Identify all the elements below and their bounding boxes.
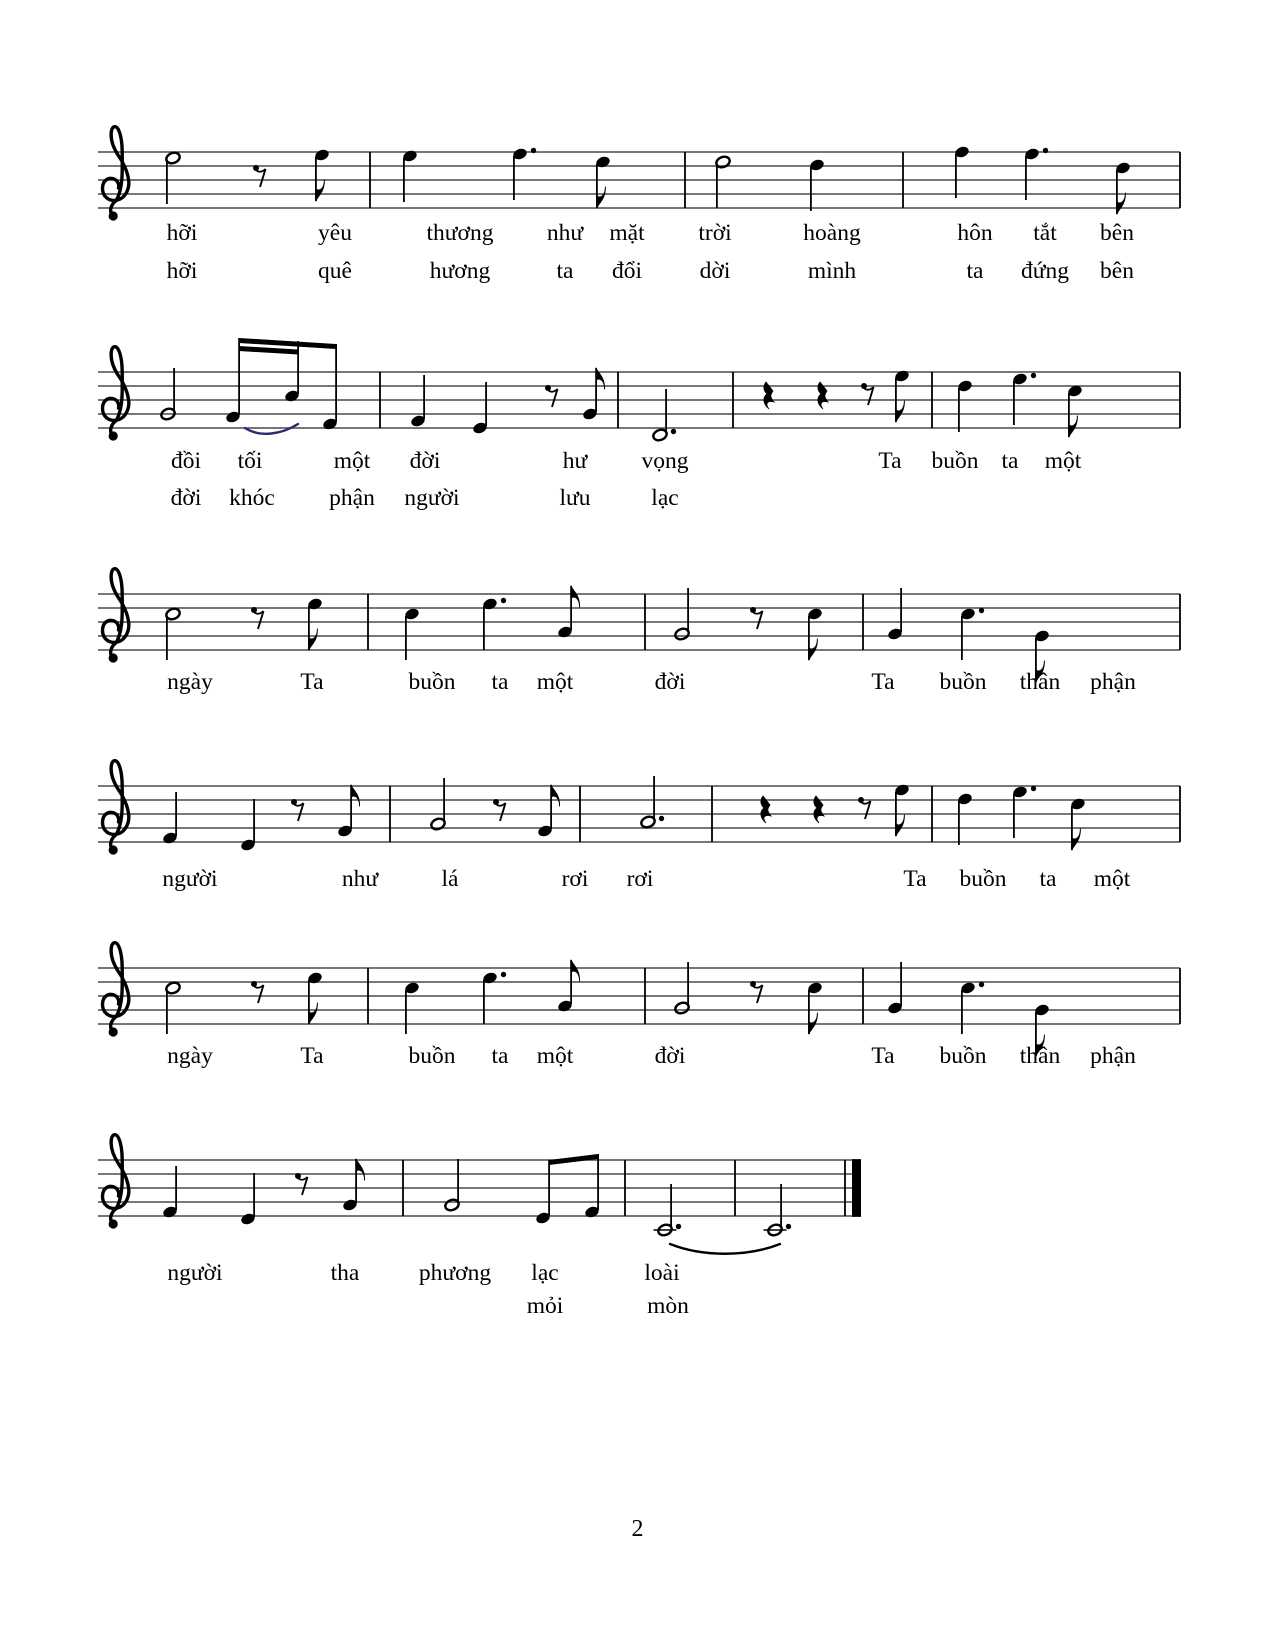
lyric-word: Ta [300, 1043, 324, 1069]
lyric-word: người [167, 1260, 223, 1286]
lyric-word: buồn [939, 1043, 987, 1069]
lyric-word: đời [170, 485, 202, 511]
lyric-word: buồn [408, 1043, 456, 1069]
lyric-word: Ta [871, 669, 895, 695]
tie [670, 1244, 780, 1254]
lyric-word: phận [1090, 1043, 1136, 1069]
lyric-word: bên [1100, 258, 1134, 284]
eighth-flag [1117, 193, 1126, 214]
treble-clef [103, 761, 129, 855]
treble-clef [103, 347, 129, 441]
lyric-word: người [404, 485, 460, 511]
lyric-word: một [1093, 866, 1131, 892]
lyric-word: lưu [559, 485, 591, 511]
lyric-word: thương [426, 220, 494, 246]
lyric-word: Ta [871, 1043, 895, 1069]
lyric-word: đồi [170, 448, 202, 474]
augmentation-dot [979, 608, 984, 613]
lyric-word: đứng [1021, 258, 1069, 284]
eighth-flag [896, 401, 905, 422]
lyric-word: rơi [561, 866, 589, 892]
lyric-word: loài [644, 1260, 680, 1286]
lyric-word: một [333, 448, 371, 474]
eighth-flag [309, 1003, 318, 1024]
lyric-word: ta [491, 669, 509, 695]
slur [245, 424, 298, 434]
augmentation-dot [1031, 786, 1036, 791]
augmentation-dot [979, 982, 984, 987]
lyric-word: lạc [651, 485, 679, 511]
lyric-word: dời [699, 258, 731, 284]
lyric-word: mòn [647, 1293, 689, 1319]
beam [239, 346, 298, 355]
lyric-word: Ta [300, 669, 324, 695]
augmentation-dot [786, 1224, 791, 1229]
lyric-word: buồn [959, 866, 1007, 892]
lyric-word: bên [1100, 220, 1134, 246]
augmentation-dot [1043, 148, 1048, 153]
staff-system [98, 127, 1180, 284]
lyric-word: phận [1090, 669, 1136, 695]
staff-system [98, 943, 1180, 1069]
lyric-word: đổi [611, 258, 643, 284]
beam [549, 1154, 598, 1165]
eighth-flag [597, 187, 606, 208]
eighth-flag [1072, 829, 1081, 850]
lyric-word: hương [429, 258, 491, 284]
eighth-flag [309, 629, 318, 650]
lyric-word: một [536, 1043, 574, 1069]
lyric-word: trời [698, 220, 732, 246]
lyric-word: ta [1001, 448, 1019, 474]
lyric-word: mình [807, 258, 857, 284]
lyric-word: như [546, 220, 584, 246]
lyric-word: ta [491, 1043, 509, 1069]
lyric-word: hỡi [166, 258, 198, 284]
lyric-word: ngày [167, 1043, 213, 1069]
lyric-word: đời [654, 669, 686, 695]
lyric-word: đời [409, 448, 441, 474]
lyric-word: yêu [318, 220, 352, 246]
lyric-word: người [162, 866, 218, 892]
staff-system [98, 338, 1180, 511]
eighth-flag [551, 785, 560, 806]
lyric-word: thân [1019, 669, 1061, 695]
augmentation-dot [671, 429, 676, 434]
lyric-word: khóc [229, 485, 275, 511]
augmentation-dot [676, 1224, 681, 1229]
lyric-word: một [1044, 448, 1082, 474]
lyric-word: ta [1039, 866, 1057, 892]
augmentation-dot [501, 972, 506, 977]
lyric-word: buồn [939, 669, 987, 695]
augmentation-dot [1031, 373, 1036, 378]
lyric-word: Ta [903, 866, 927, 892]
lyric-word: hoàng [803, 220, 861, 246]
staff-system [98, 1135, 861, 1319]
final-barline [852, 1159, 861, 1217]
eighth-flag [1069, 416, 1078, 437]
lyric-word: Ta [878, 448, 902, 474]
lyric-word: ngày [167, 669, 213, 695]
lyric-word: tha [330, 1260, 360, 1286]
lyric-word: phận [329, 485, 375, 511]
lyric-word: đời [654, 1043, 686, 1069]
treble-clef [103, 569, 129, 663]
eighth-flag [571, 586, 580, 607]
eighth-flag [316, 180, 325, 201]
lyric-word: ta [556, 258, 574, 284]
lyric-word: tắt [1033, 220, 1057, 246]
lyric-word: thân [1019, 1043, 1061, 1069]
augmentation-dot [501, 598, 506, 603]
lyric-word: buồn [931, 448, 979, 474]
eighth-flag [356, 1159, 365, 1180]
lyric-word: lá [441, 866, 459, 892]
lyric-word: lạc [531, 1260, 559, 1286]
lyric-word: mỏi [526, 1293, 564, 1319]
staff-system [98, 761, 1180, 892]
treble-clef [103, 1135, 129, 1229]
eighth-flag [896, 815, 905, 836]
lyric-word: hư [562, 448, 588, 474]
lyric-word: mặt [609, 220, 645, 246]
lyric-word: hỡi [166, 220, 198, 246]
staff-system [98, 569, 1180, 695]
lyric-word: vọng [641, 448, 689, 474]
eighth-flag [571, 960, 580, 981]
lyric-word: ta [966, 258, 984, 284]
page-number: 2 [631, 1516, 644, 1542]
lyric-word: quê [318, 258, 352, 284]
lyric-word: buồn [408, 669, 456, 695]
augmentation-dot [531, 148, 536, 153]
augmentation-dot [659, 816, 664, 821]
treble-clef [103, 127, 129, 221]
eighth-flag [351, 785, 360, 806]
lyric-word: một [536, 669, 574, 695]
lyric-word: như [341, 866, 379, 892]
lyric-word: tối [237, 448, 263, 474]
lyric-word: rơi [626, 866, 654, 892]
lyric-word: phương [418, 1260, 492, 1286]
lyric-word: hôn [957, 220, 993, 246]
treble-clef [103, 943, 129, 1037]
